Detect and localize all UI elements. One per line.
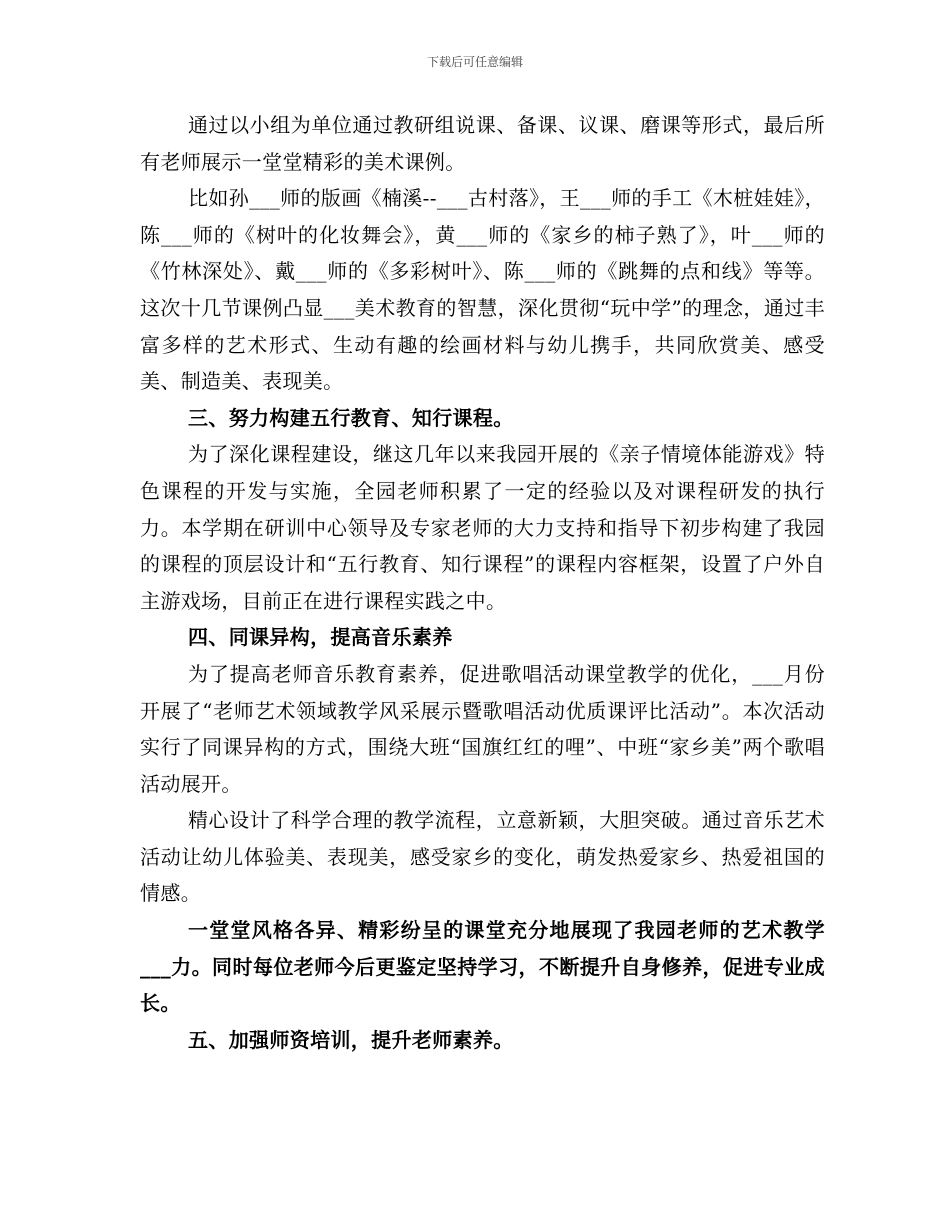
paragraph-curriculum: 为了深化课程建设，继这几年以来我园开展的《亲子情境体能游戏》特色课程的开发与实施，全园老师积累了一定的经验以及对课程研发的执行力。本学期在研训中心领导及专家老师的大力支持和指导下初步构建了我园的课程的顶层设计和“五行教育、知行课程”的课程内容框架，设置了户外自主游戏场，目前正在进行课程实践之中。 <box>140 442 825 613</box>
document-body <box>140 107 825 1058</box>
paragraph-teaching-design: 精心设计了科学合理的教学流程，立意新颖，大胆突破。通过音乐艺术活动让幼儿体验美、表现美，感受家乡的变化，萌发热爱家乡、热爱祖国的情感。 <box>140 808 825 906</box>
section-heading-5: 五、加强师资培训，提升老师素养。 <box>188 1027 514 1052</box>
page-header: 下载后可任意编辑 <box>426 55 523 69</box>
paragraph-music-activity: 为了提高老师音乐教育素养，促进歌唱活动课堂教学的优化，___月份开展了“老师艺术领域教学风采展示暨歌唱活动优质课评比活动”。本次活动实行了同课异构的方式，围绕大班“国旗红红的哩”、中班“家乡美”两个歌唱活动展开。 <box>140 661 825 796</box>
paragraph-intro: 通过以小组为单位通过教研组说课、备课、议课、磨课等形式，最后所有老师展示一堂堂精彩的美术课例。 <box>140 113 825 174</box>
paragraph-summary-bold: 一堂堂风格各异、精彩纷呈的课堂充分地展现了我园老师的艺术教学___力。同时每位老师今后更鉴定坚持学习，不断提升自身修养，促进专业成长。 <box>140 918 825 1016</box>
section-heading-3: 三、努力构建五行教育、知行课程。 <box>188 405 514 430</box>
section-heading-4: 四、同课异构，提高音乐素养 <box>188 625 453 650</box>
paragraph-art-examples: 比如孙___师的版画《楠溪--___古村落》，王___师的手工《木桩娃娃》，陈___师的《树叶的化妆舞会》，黄___师的《家乡的柿子熟了》，叶___师的《竹林深处》、戴___师的《多彩树叶》、陈___师的《跳舞的点和线》等等。这次十几节课例凸显___美术教育的智慧，深化贯彻“玩中学”的理念，通过丰富多样的艺术形式、生动有趣的绘画材料与幼儿携手，共同欣赏美、感受美、制造美、表现美。 <box>140 186 825 394</box>
